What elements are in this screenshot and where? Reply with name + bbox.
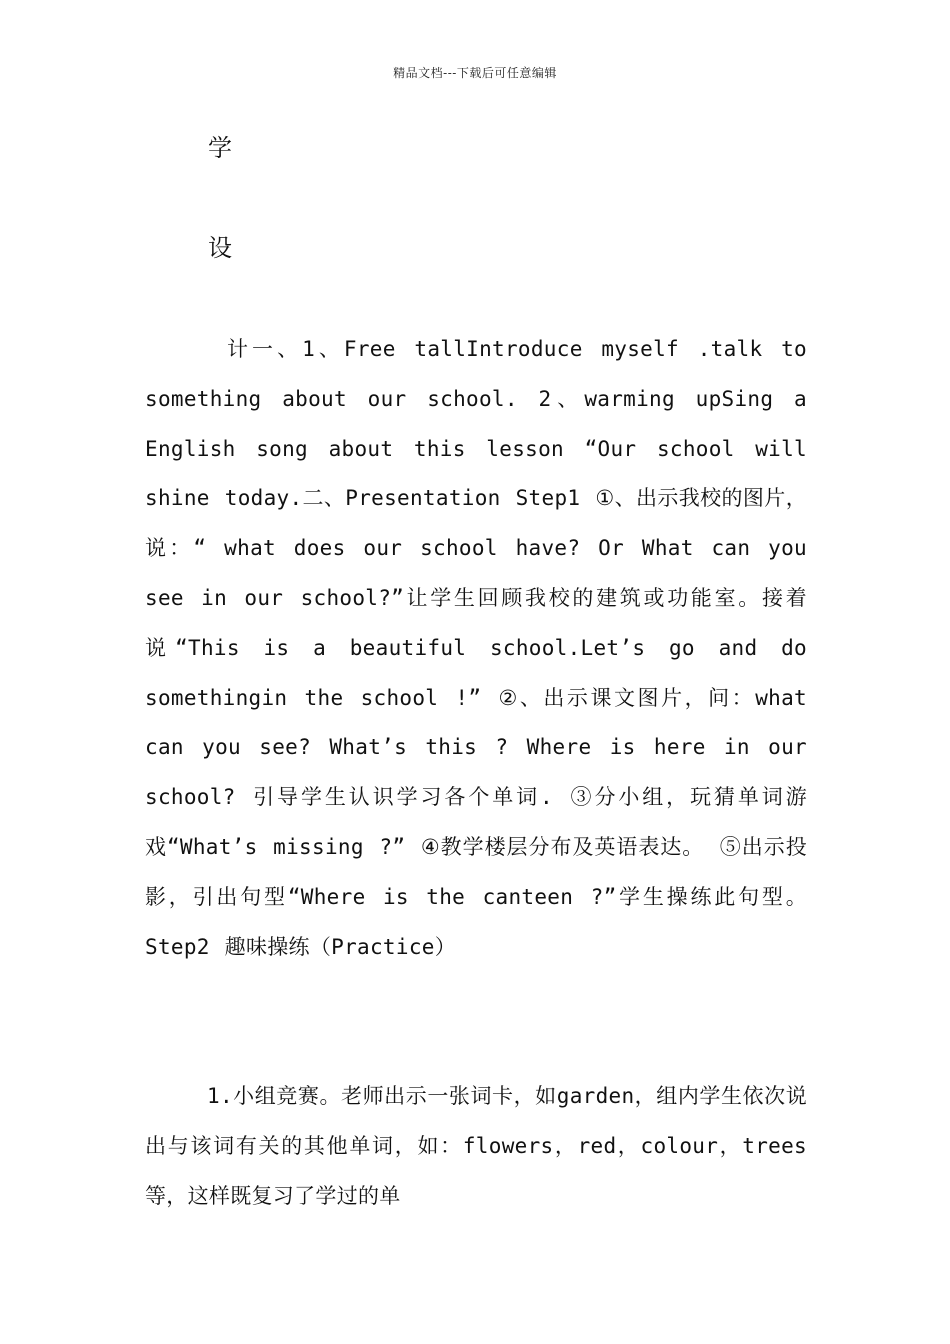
paragraph-group-contest	[145, 1072, 807, 1221]
paragraph-text: 1.小组竞赛。老师出示一张词卡，如garden，组内学生依次说出与该词有关的其他单词，如：flowers，red，colour，trees等，这样既复习了学过的单	[145, 1084, 807, 1208]
paragraph-text: 计一、1、Free tallIntroduce myself .talk to something about our school. 2、warming upSing a English song about this lesson “Our school will shine today.二、Presentation Step1 ①、出示我校的图片，说：“ what does our school have? Or What can you see in our school?”让学生回顾我校的建筑或功能室。接着说“This is a beautiful school.Let’s go and do somethingin the school !” ②、出示课文图片，问：what can you see? What’s this ? Where is here in our school? 引导学生认识学习各个单词. ③分小组，玩猜单词游戏“What’s missing ?” ④教学楼层分布及英语表达。 ⑤出示投影，引出句型“Where is the canteen ?”学生操练此句型。 Step2 趣味操练（Practice）	[145, 337, 807, 959]
paragraph-teaching-steps	[145, 325, 807, 972]
document-header: 精品文档---下载后可任意编辑	[393, 66, 557, 80]
heading-char-2: 设	[208, 234, 232, 262]
heading-char-1: 学	[208, 134, 232, 162]
